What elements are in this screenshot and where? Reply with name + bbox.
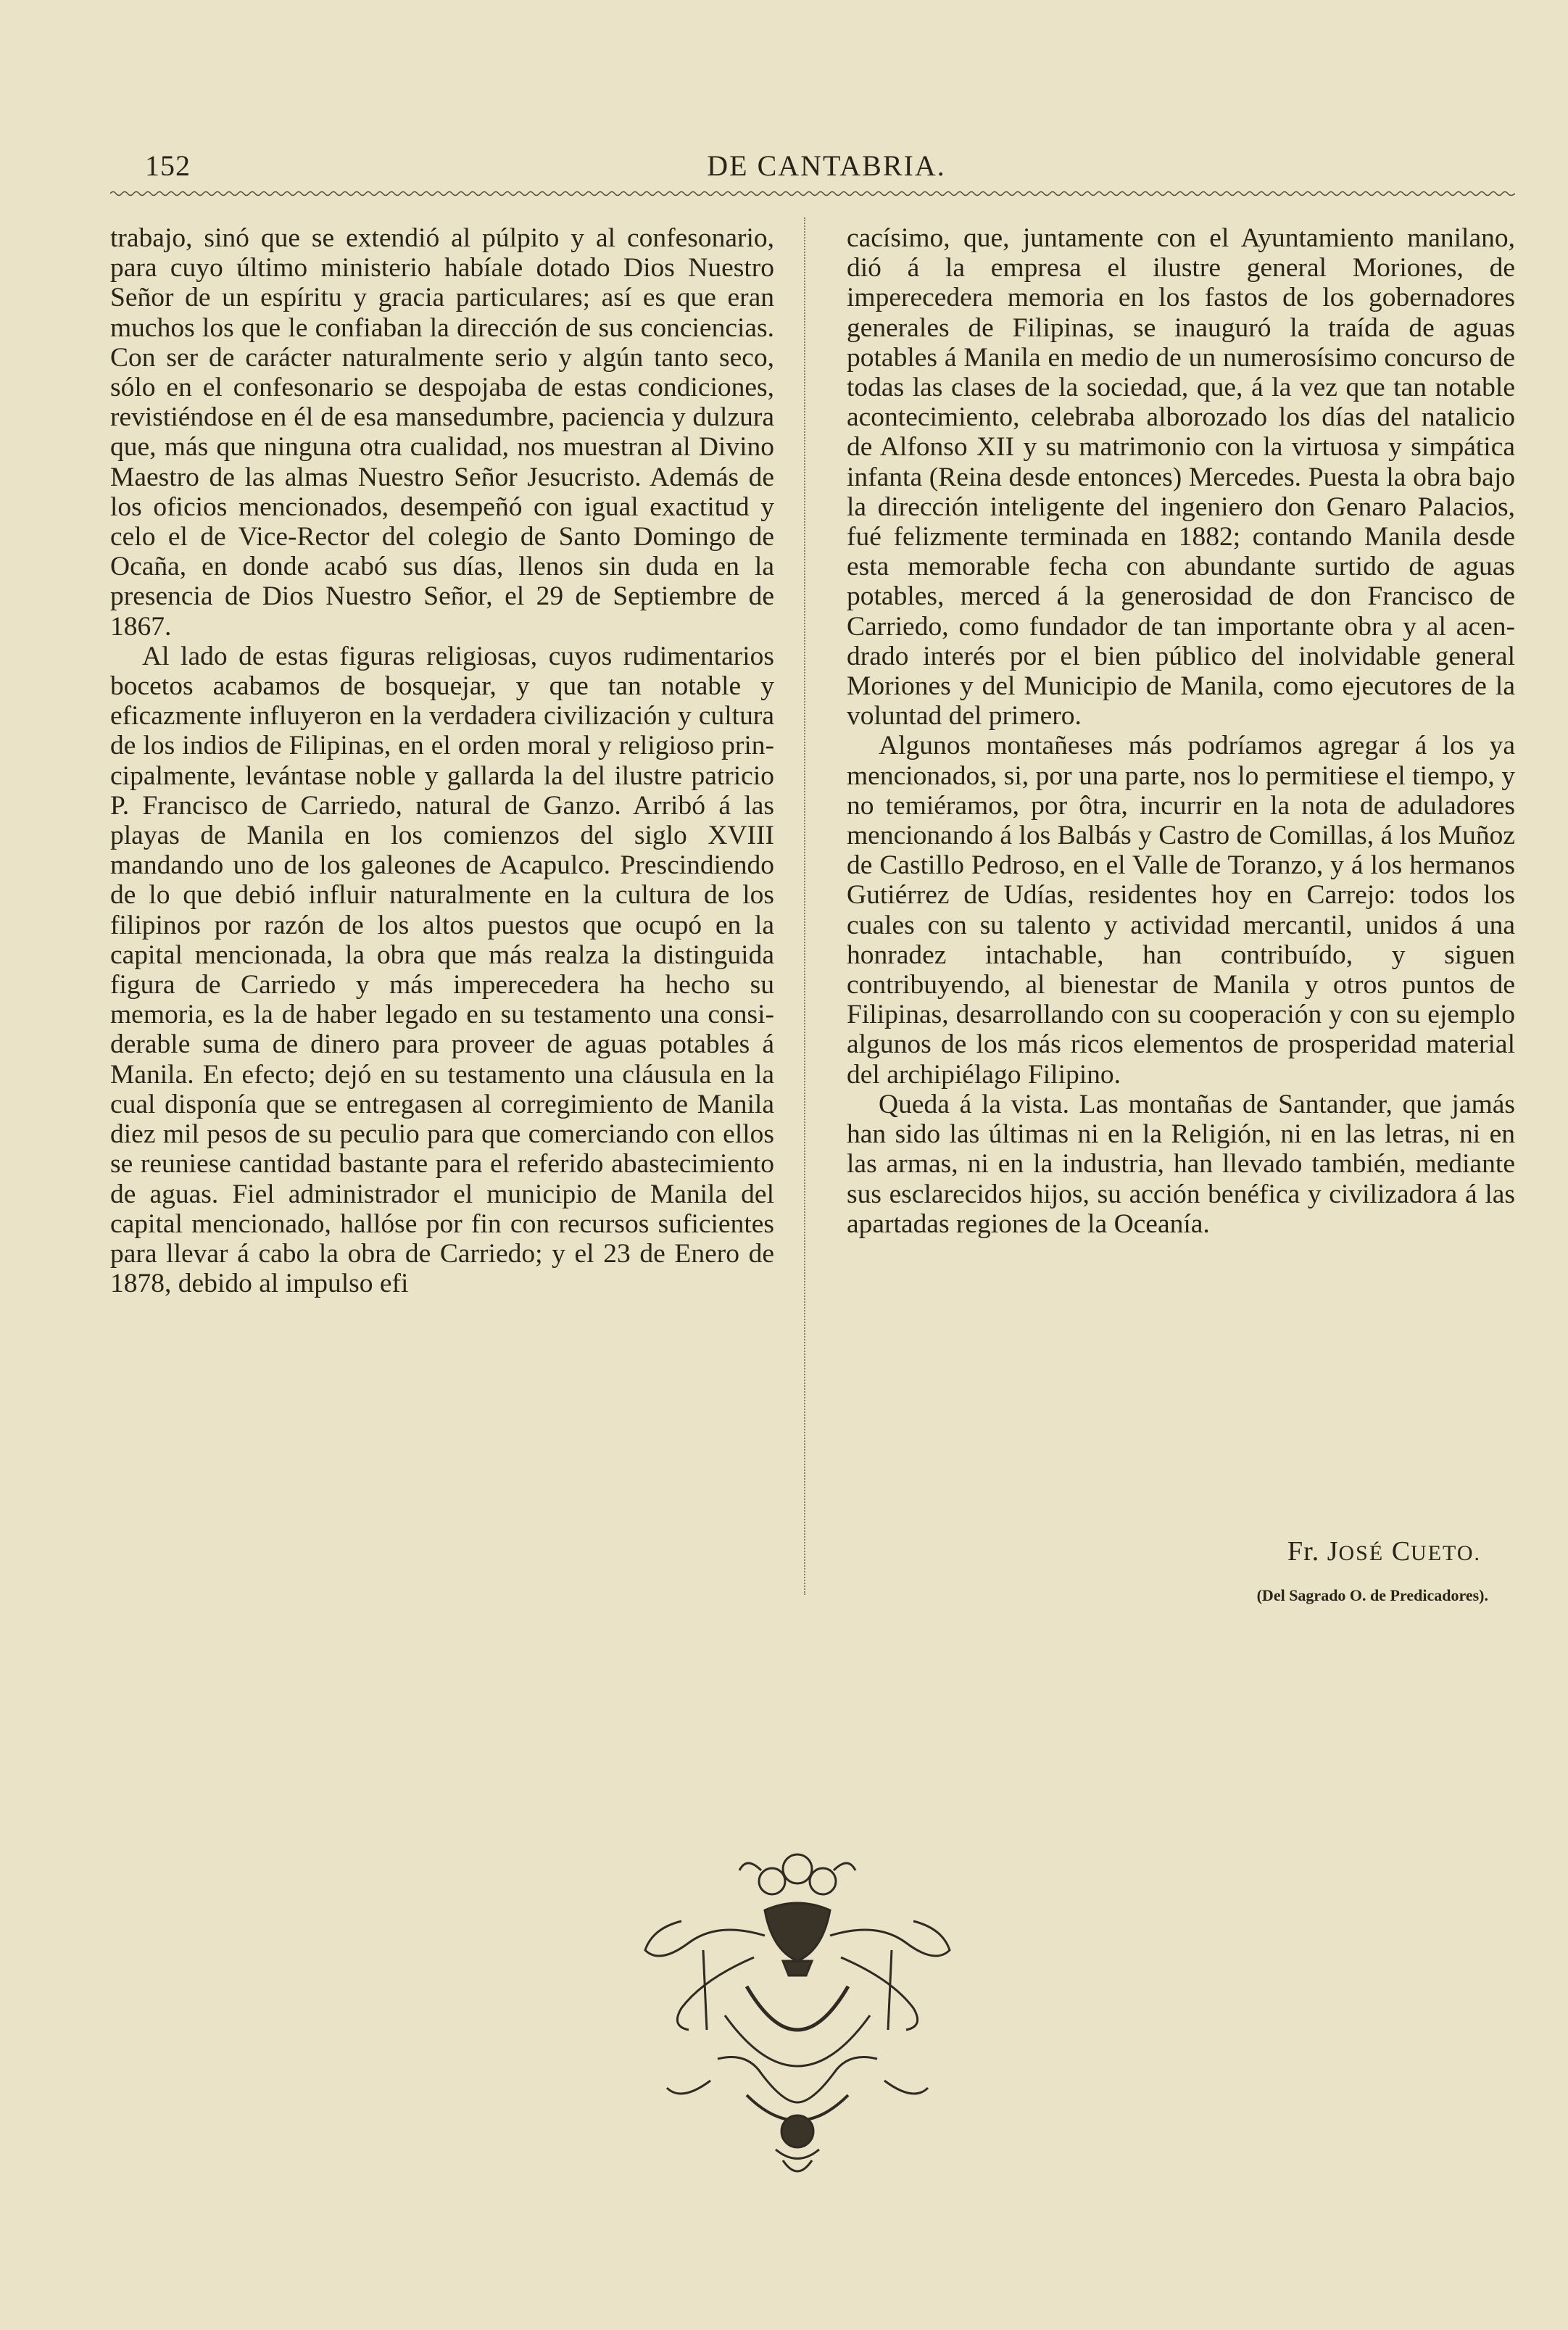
header-wavy-rule [110, 190, 1515, 197]
right-paragraph-3: Queda á la vista. Las montañas de Santander, que jamás han sido las últimas ni en la Religión, ni en las letras, ni en las armas, ni en la industria, han llevado también, mediante sus esclarecidos hijos, su acción benéfica y civilizadora á las apartadas regiones de la Oceanía. [847, 1089, 1515, 1239]
right-column [847, 223, 1515, 1239]
ornament-vignette-icon [638, 1841, 957, 2182]
author-affiliation: (Del Sagrado O. de Predicadores). [1256, 1586, 1488, 1604]
left-column [110, 223, 774, 1298]
right-paragraph-1: cacísimo, que, juntamente con el Ayuntamiento manilano, dió á la empresa el ilustre general Moriones, de imperecedera memoria en los fastos de los gobernadores generales de Filipinas, se inauguró la traída de aguas potables á Manila en medio de un numerosísimo concurso de todas las clases de la sociedad, que, á la vez que tan notable acontecimiento, celebraba alborozado los días del natalicio de Alfonso XII y su matrimonio con la virtuosa y simpática infanta (Reina desde entonces) Mercedes. Puesta la obra bajo la dirección inteligente del ingeniero don Genaro Palacios, fué felizmente terminada en 1882; contando Manila desde esta memorable fecha con abundante surtido de aguas potables, merced á la generosidad de don Francisco de Carriedo, como fundador de tan importante obra y al acendrado interés por el bien público del inolvidable general Moriones y del Municipio de Manila, como ejecutores de la voluntad del primero. [847, 223, 1515, 731]
running-title: DE CANTABRIA. [707, 149, 946, 182]
author-signature: Fr. JOSÉ CUETO. [1287, 1536, 1481, 1567]
page-number: 152 [145, 149, 191, 182]
column-divider [804, 217, 808, 1595]
right-paragraph-2: Algunos montañeses más podríamos agregar á los ya mencionados, si, por una parte, nos lo permitiese el tiempo, y no temiéramos, por ôtra, incurrir en la nota de aduladores mencionando á los Balbás y Castro de Comillas, á los Muñoz de Castillo Pedroso, en el Valle de Toranzo, y á los hermanos Gutiérrez de Udías, residentes hoy en Carrejo: todos los cuales con su talento y actividad mercantil, unidos á una honradez intachable, han contribuído, y siguen contribuyendo, al bienestar de Manila y otros puntos de Filipinas, desarrollando con su cooperación y con su ejemplo algunos de los más ricos elementos de prosperidad material del archipiélago Filipino. [847, 731, 1515, 1090]
left-paragraph-1: trabajo, sinó que se extendió al púlpito y al confesonario, para cuyo último ministerio habíale dotado Dios Nuestro Señor de un espíritu y gracia particulares; así es que eran muchos los que le confiaban la dirección de sus conciencias. Con ser de carácter naturalmente serio y algún tanto seco, sólo en el confesonario se despojaba de estas condiciones, revistiéndose en él de esa mansedumbre, paciencia y dulzura que, más que ninguna otra cualidad, nos muestran al Divino Maestro de las almas Nuestro Señor Jesucristo. Además de los oficios mencionados, desempeñó con igual exactitud y celo el de Vice-Rector del colegio de Santo Domingo de Ocaña, en donde acabó sus días, llenos sin duda en la presencia de Dios Nuestro Señor, el 29 de Septiembre de 1867. [110, 223, 774, 642]
left-paragraph-2: Al lado de estas figuras religiosas, cuyos rudimentarios bocetos acabamos de bosquejar, y que tan notable y eficazmente influyeron en la verdadera civilización y cultura de los indios de Filipinas, en el orden moral y religioso principalmente, levántase noble y gallarda la del ilustre patricio P. Francisco de Carriedo, natural de Ganzo. Arribó á las playas de Manila en los comienzos del siglo XVIII mandando uno de los galeones de Acapulco. Prescindiendo de lo que debió influir naturalmente en la cultura de los filipinos por razón de los altos puestos que ocupó en la capital mencionada, la obra que más realza la distinguida figura de Carriedo y más imperecedera ha hecho su memoria, es la de haber legado en su testamento una considerable suma de dinero para proveer de aguas potables á Manila. En efecto; dejó en su testamento una cláusula en la cual disponía que se entregasen al corregimiento de Manila diez mil pesos de su peculio para que comerciando con ellos se reuniese cantidad bastante para el referido abastecimiento de aguas. Fiel administrador el municipio de Manila del capital mencionado, hallóse por fin con recursos suficientes para llevar á cabo la obra de Carriedo; y el 23 de Enero de 1878, debido al impulso efi [110, 641, 774, 1299]
